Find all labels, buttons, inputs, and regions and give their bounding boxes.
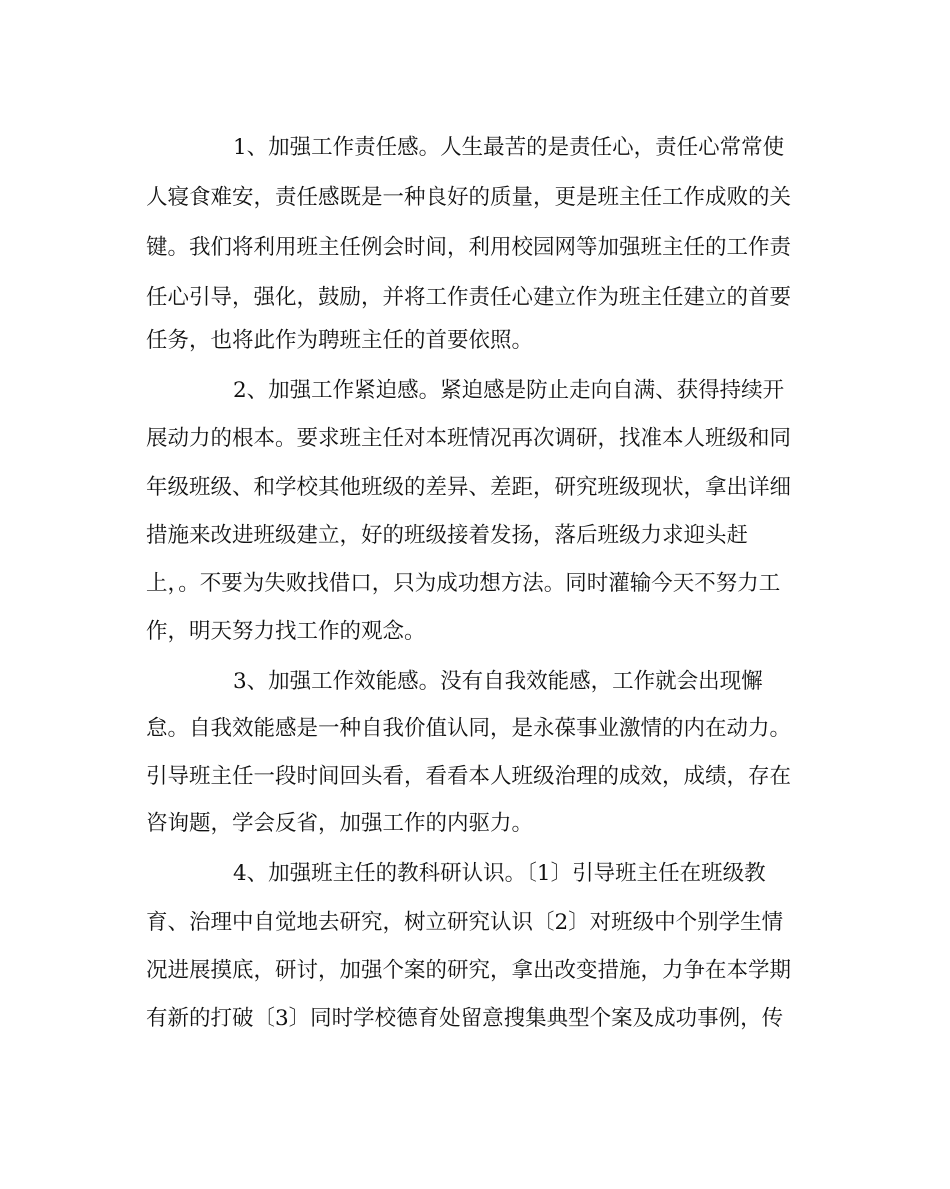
text-line: 况进展摸底，研讨，加强个案的研究，拿出改变措施，力争在本学期	[146, 958, 792, 983]
text-line: 4、加强班主任的教科研认识。〔1〕引导班主任在班级教	[233, 861, 766, 886]
text-line: 3、加强工作效能感。没有自我效能感，工作就会出现懈	[233, 669, 763, 694]
text-line: 作，明天努力找工作的观念。	[146, 619, 426, 644]
text-line: 任务，也将此作为聘班主任的首要依照。	[146, 328, 534, 353]
text-line: 上，。不要为失败找借口，只为成功想方法。同时灌输今天不努力工	[146, 571, 781, 596]
text-line: 展动力的根本。要求班主任对本班情况再次调研，找准本人班级和同	[146, 426, 792, 451]
text-line: 引导班主任一段时间回头看，看看本人班级治理的成效，成绩，存在	[146, 764, 792, 789]
text-line: 2、加强工作紧迫感。紧迫感是防止走向自满、获得持续开	[233, 378, 785, 403]
text-line: 育、治理中自觉地去研究，树立研究认识〔2〕对班级中个别学生情	[146, 910, 784, 935]
text-line: 措施来改进班级建立，好的班级接着发扬，落后班级力求迎头赶	[146, 523, 749, 548]
text-line: 1、加强工作责任感。人生最苦的是责任心，责任心常常使	[233, 135, 785, 160]
text-line: 键。我们将利用班主任例会时间，利用校园网等加强班主任的工作责	[146, 235, 792, 260]
text-line: 怠。自我效能感是一种自我价值认同，是永葆事业激情的内在动力。	[146, 716, 792, 741]
text-line: 人寝食难安，责任感既是一种良好的质量，更是班主任工作成败的关	[146, 185, 792, 210]
text-line: 咨询题，学会反省，加强工作的内驱力。	[146, 811, 534, 836]
text-line: 年级班级、和学校其他班级的差异、差距，研究班级现状，拿出详细	[146, 475, 792, 500]
text-line: 有新的打破〔3〕同时学校德育处留意搜集典型个案及成功事例，传	[146, 1006, 784, 1031]
text-line: 任心引导，强化，鼓励，并将工作责任心建立作为班主任建立的首要	[146, 285, 792, 310]
